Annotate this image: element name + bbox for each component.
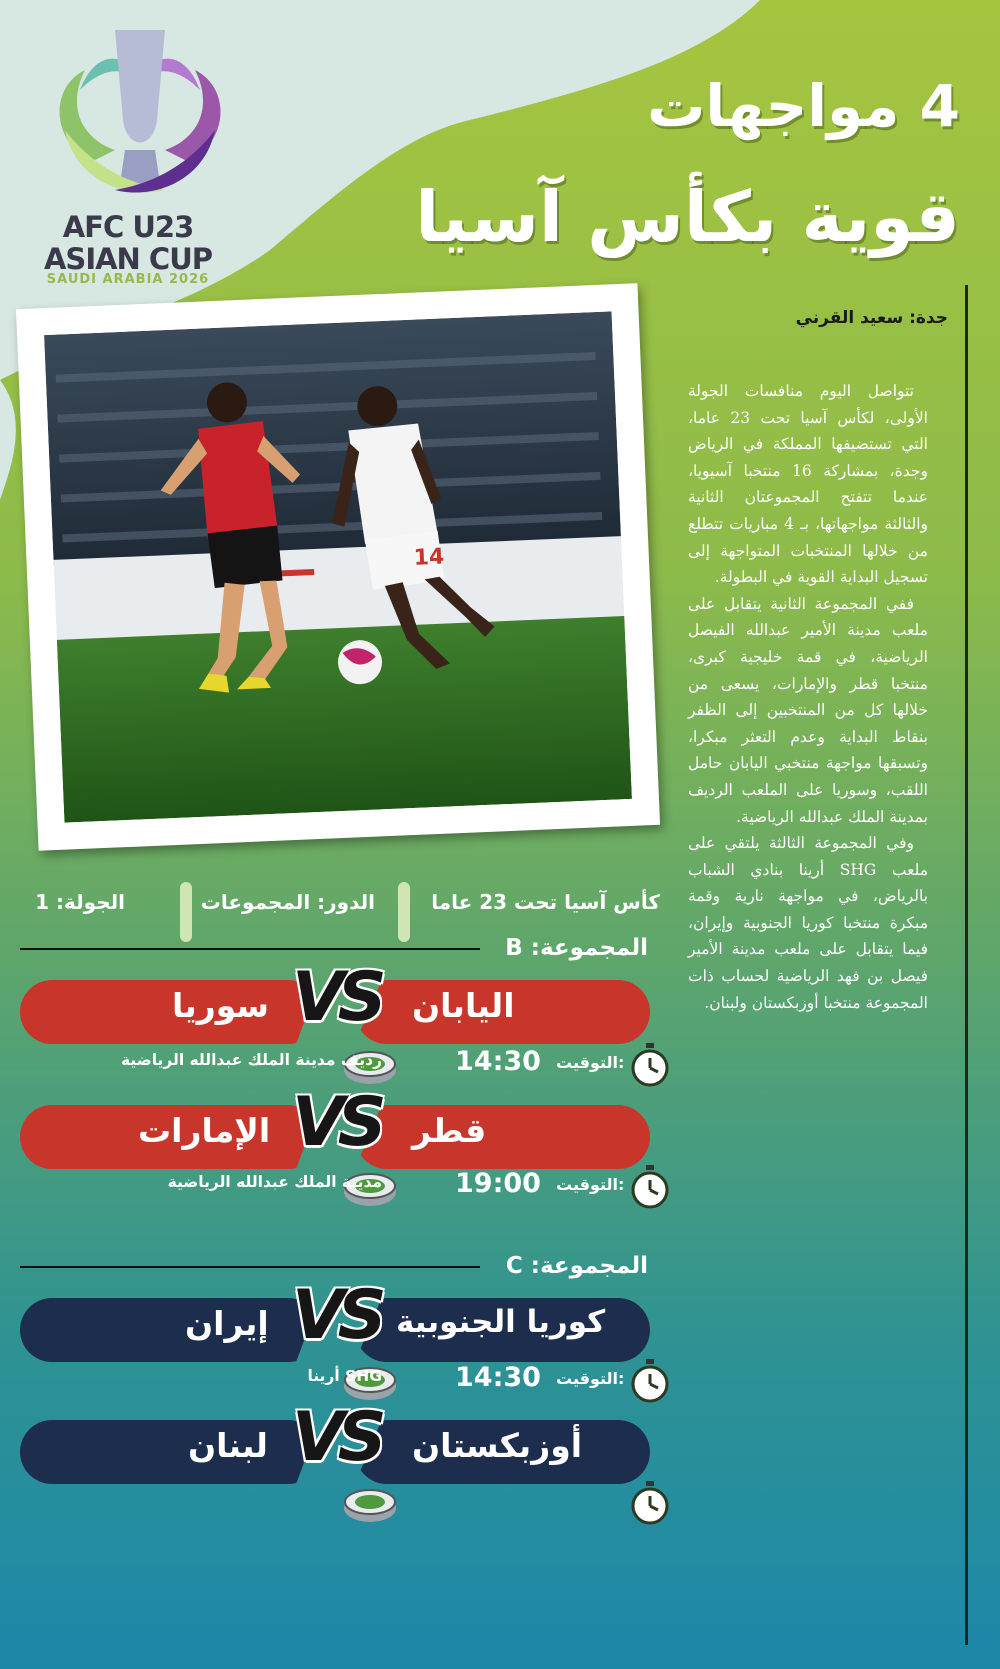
logo-line-3: SAUDI ARABIA 2026 xyxy=(46,272,210,287)
headline-line-1: 4 مواجهات xyxy=(647,72,960,140)
away-team: الإمارات xyxy=(138,1111,271,1150)
away-team-bar xyxy=(20,1298,320,1362)
away-team: لبنان xyxy=(188,1426,268,1465)
column-divider xyxy=(965,285,968,1645)
clock-icon xyxy=(628,1358,672,1404)
match-card xyxy=(20,1276,650,1362)
logo-line-2: ASIAN CUP xyxy=(43,242,213,276)
match-photo-frame xyxy=(16,283,660,851)
logo-line-1: AFC U23 xyxy=(62,210,194,244)
svg-text:14: 14 xyxy=(413,544,445,571)
match-info xyxy=(60,1478,660,1528)
headline-line-2: قوية بكأس آسيا xyxy=(415,176,960,258)
meta-tournament: كأس آسيا تحت 23 عاما xyxy=(431,890,660,914)
clock-icon xyxy=(628,1164,672,1210)
time-label: التوقيت: xyxy=(556,1175,625,1194)
away-team: سوريا xyxy=(172,986,269,1025)
byline: جدة: سعيد القرني xyxy=(795,308,948,328)
time-label: التوقيت: xyxy=(556,1369,625,1388)
venue-name: SHG أرينا xyxy=(307,1367,382,1385)
clock-icon xyxy=(628,1042,672,1088)
match-card xyxy=(20,1083,650,1169)
vs-label: VS xyxy=(292,1276,380,1355)
match-time: 14:30 xyxy=(455,1362,541,1393)
home-team: كوريا الجنوبية xyxy=(396,1304,606,1340)
group-c-label: المجموعة: C xyxy=(505,1253,648,1279)
vs-label: VS xyxy=(292,1083,380,1162)
clock-icon xyxy=(628,1480,672,1526)
venue-name: رديف مدينة الملك عبدالله الرياضية xyxy=(121,1051,382,1069)
match-info xyxy=(60,1162,660,1212)
home-team: اليابان xyxy=(412,986,515,1025)
match-card xyxy=(20,1398,650,1484)
stadium-icon xyxy=(342,1482,398,1524)
match-time: 14:30 xyxy=(455,1046,541,1077)
home-team-bar xyxy=(355,1105,650,1169)
group-b-rule xyxy=(20,948,480,950)
article-paragraph: تتواصل اليوم منافسات الجولة الأولى، لكأس آسيا تحت 23 عاما، التي تستضيفها المملكة في الرياض وجدة، بمشاركة 16 منتخبا آسيويا، عندما تتفتح المجموعتان الثانية والثالثة مواجهاتها، بـ 4 مباريات تتطلع من خلالها المنتخبات المتواجهة إلى تسجيل البداية القوية في البطولة. xyxy=(688,382,928,587)
meta-separator xyxy=(398,882,410,942)
venue-name: مدينة الملك عبدالله الرياضية xyxy=(167,1173,382,1191)
article-body xyxy=(688,378,928,1016)
meta-separator xyxy=(180,882,192,942)
away-team-bar xyxy=(20,1420,320,1484)
article-paragraph: ففي المجموعة الثانية يتقابل على ملعب مدينة الأمير عبدالله الفيصل الرياضية، في قمة خليجية كبرى، منتخبا قطر والإمارات، يسعى من خلالها كل من المنتخبين إلى الظفر بنقاط البداية وعدم التعثر مبكرا، وتسبقها مواجهة منتخبي اليابان حامل اللقب، وسوريا على الملعب الرديف بمدينة الملك عبدالله الرياضية. xyxy=(688,594,928,826)
match-photo xyxy=(44,311,632,822)
away-team-bar xyxy=(20,980,320,1044)
home-team: قطر xyxy=(412,1111,487,1150)
time-label: التوقيت: xyxy=(556,1053,625,1072)
group-b-label: المجموعة: B xyxy=(505,935,648,961)
vs-label: VS xyxy=(292,1398,380,1477)
meta-stage: الدور: المجموعات xyxy=(200,890,375,914)
meta-round: الجولة: 1 xyxy=(35,890,125,914)
match-card xyxy=(20,958,650,1044)
home-team: أوزبكستان xyxy=(412,1426,583,1465)
match-time: 19:00 xyxy=(455,1168,541,1199)
away-team: إيران xyxy=(185,1304,269,1343)
article-paragraph: وفي المجموعة الثالثة يلتقي على ملعب SHG أرينا بنادي الشباب بالرياض، في مواجهة نارية وقمة مبكرة منتخبا كوريا الجنوبية وإيران، فيما يتقابل على ملعب مدينة الأمير فيصل بن فهد الرياضية لحساب ذات المجموعة منتخبا أوزبكستان ولبنان. xyxy=(688,834,928,1012)
group-c-rule xyxy=(20,1266,480,1268)
vs-label: VS xyxy=(292,958,380,1037)
